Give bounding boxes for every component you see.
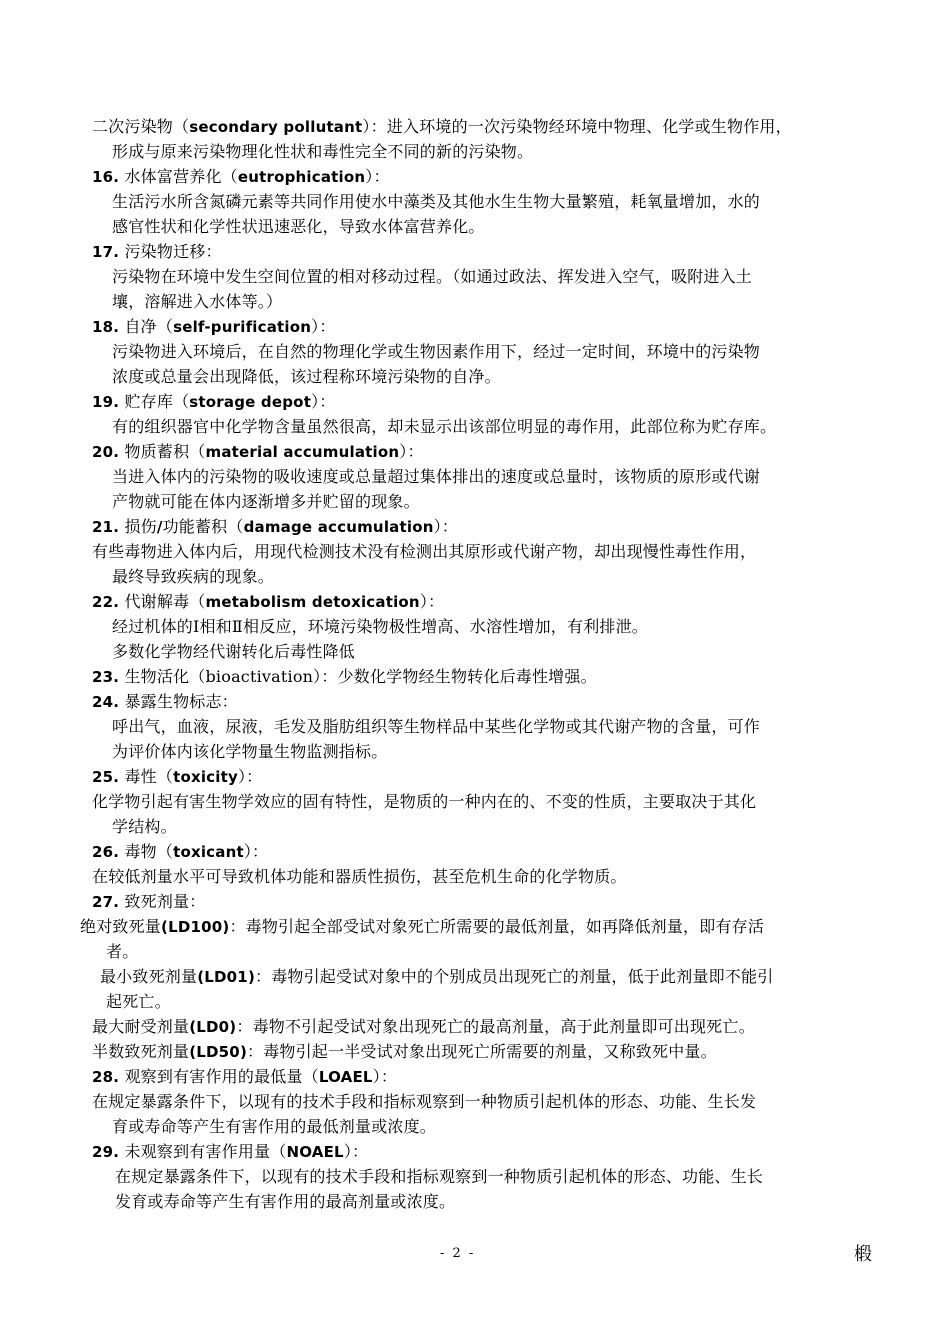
text-line [92, 865, 627, 889]
bold-term: 27. [92, 893, 120, 911]
text-segment: 污染物在环境中发生空间位置的相对移动过程。（如通过政法、挥发进入空气，吸附进入土 [112, 267, 753, 286]
bold-term: damage accumulation [243, 518, 434, 536]
text-segment: 学结构。 [112, 817, 177, 836]
text-segment: 最终导致疾病的现象。 [112, 567, 275, 586]
text-segment: ：毒物引起一半受试对象出现死亡所需要的剂量，又称致死中量。 [247, 1042, 717, 1061]
text-segment: 水体富营养化（ [119, 167, 238, 186]
text-line [92, 1090, 756, 1114]
text-line [106, 990, 171, 1014]
text-line [112, 215, 485, 239]
bold-term: eutrophication [237, 168, 366, 186]
text-segment: ）： [433, 517, 458, 536]
text-line [112, 615, 648, 639]
text-segment: 未观察到有害作用量（ [119, 1142, 287, 1161]
text-segment: 者。 [106, 942, 139, 961]
bold-term: material accumulation [205, 443, 400, 461]
text-line [92, 790, 756, 814]
text-segment: 二次污染物（ [92, 117, 190, 136]
text-line [112, 565, 274, 589]
text-line [92, 240, 222, 264]
text-line [92, 840, 268, 864]
text-segment: 浓度或总量会出现降低，该过程称环境污染物的自净。 [112, 367, 501, 386]
text-segment: 当进入体内的污染物的吸收速度或总量超过集体排出的速度或总量时，该物质的原形或代谢 [112, 467, 761, 486]
page-number: - 2 - [440, 1246, 476, 1261]
text-line [112, 465, 760, 489]
bold-term: toxicant [173, 843, 244, 861]
text-segment: 生活污水所含氮磷元素等共同作用使水中藻类及其他水生生物大量繁殖，耗氧量增加，水的 [112, 192, 761, 211]
text-line [92, 390, 335, 414]
text-segment: 在规定暴露条件下，以现有的技术手段和指标观察到一种物质引起机体的形态、功能、生长 [115, 1167, 764, 1186]
text-segment: 形成与原来污染物理化性状和毒性完全不同的新的污染物。 [112, 142, 534, 161]
text-segment: 绝对致死量 [80, 917, 162, 936]
text-line [92, 440, 424, 464]
text-segment: 化学物引起有害生物学效应的固有特性，是物质的一种内在的、不变的性质，主要取决于其化 [92, 792, 757, 811]
bold-term: metabolism detoxication [205, 593, 420, 611]
text-line [92, 1140, 368, 1164]
text-line [92, 765, 262, 789]
text-segment: 最小致死剂量 [100, 967, 198, 986]
text-segment: ：毒物引起全部受试对象死亡所需要的最低剂量，如再降低剂量，即有存活 [229, 917, 765, 936]
text-line [100, 965, 773, 989]
text-segment: ）： [399, 442, 424, 461]
bold-term: / [156, 518, 163, 536]
text-segment: 观察到有害作用的最低量（ [119, 1067, 319, 1086]
text-segment: 有些毒物进入体内后，用现代检测技术没有检测出其原形或代谢产物，却出现慢性毒性作用， [92, 542, 757, 561]
text-segment: ）：进入环境的一次污染物经环境中物理、化学或生物作用， [362, 117, 792, 136]
bold-term: (LD0) [189, 1018, 237, 1036]
text-segment: ）： [343, 1142, 369, 1161]
text-segment: 自净（ [119, 317, 174, 336]
text-line [92, 540, 756, 564]
text-line [112, 715, 760, 739]
text-line [92, 1040, 717, 1064]
text-line [92, 515, 458, 539]
text-segment: ）： [365, 167, 390, 186]
text-segment: 呼出气，血液，尿液，毛发及脂肪组织等生物样品中某些化学物或其代谢产物的含量，可作 [112, 717, 761, 736]
bold-term: 29. [92, 1143, 120, 1161]
bold-term: storage depot [189, 393, 312, 411]
text-segment: 半数致死剂量 [92, 1042, 190, 1061]
text-segment: 感官性状和化学性状迅速恶化，导致水体富营养化。 [112, 217, 485, 236]
text-segment: 经过机体的Ⅰ相和Ⅱ相反应，环境污染物极性增高、水溶性增加，有利排泄。 [112, 617, 648, 636]
text-segment: ）： [419, 592, 445, 611]
text-line [92, 890, 205, 914]
bold-term: 17. [92, 243, 120, 261]
text-line [112, 265, 752, 289]
text-segment: ）： [311, 392, 336, 411]
text-line [115, 1190, 455, 1214]
text-segment: ）： [311, 317, 336, 336]
text-segment: 在规定暴露条件下，以现有的技术手段和指标观察到一种物质引起机体的形态、功能、生长发 [92, 1092, 757, 1111]
text-line [92, 315, 336, 339]
text-segment: 有的组织器官中化学物含量虽然很高，却未显示出该部位明显的毒作用，此部位称为贮存库。 [112, 417, 777, 436]
text-segment: 毒性（ [119, 767, 174, 786]
text-line [112, 415, 776, 439]
bold-term: 20. [92, 443, 120, 461]
text-segment: 污染物迁移： [119, 242, 222, 261]
text-line [92, 590, 444, 614]
bold-term: 23. [92, 668, 120, 686]
bold-term: (LD100) [161, 918, 230, 936]
text-segment: 最大耐受剂量 [92, 1017, 190, 1036]
text-line [112, 140, 533, 164]
text-segment: 物质蓄积（ [119, 442, 206, 461]
text-line [92, 665, 597, 689]
text-line [112, 640, 355, 664]
text-line [112, 815, 177, 839]
text-segment: ）： [372, 1067, 398, 1086]
text-segment: 毒物（ [119, 842, 174, 861]
bold-term: 25. [92, 768, 120, 786]
bold-term: 16. [92, 168, 120, 186]
bold-term: 24. [92, 693, 120, 711]
text-line [92, 1015, 755, 1039]
bold-term: 22. [92, 593, 120, 611]
bold-term: self-purification [173, 318, 312, 336]
bold-term: 18. [92, 318, 120, 336]
text-segment: 起死亡。 [106, 992, 171, 1011]
text-segment: 代谢解毒（ [119, 592, 206, 611]
text-segment: ：毒物引起受试对象中的个别成员出现死亡的剂量，低于此剂量即不能引 [255, 967, 774, 986]
corner-character: 椴 [854, 1244, 872, 1265]
text-line [92, 115, 792, 139]
text-segment: 为评价体内该化学物量生物监测指标。 [112, 742, 388, 761]
text-segment: ）： [243, 842, 269, 861]
text-line [112, 365, 501, 389]
text-segment: 致死剂量： [119, 892, 206, 911]
text-segment: 在较低剂量水平可导致机体功能和器质性损伤，甚至危机生命的化学物质。 [92, 867, 627, 886]
text-segment: 产物就可能在体内逐渐增多并贮留的现象。 [112, 492, 420, 511]
bold-term: 19. [92, 393, 120, 411]
text-segment: ）： [237, 767, 263, 786]
text-line [80, 915, 764, 939]
bold-term: NOAEL [286, 1143, 344, 1161]
bold-term: (LD50) [189, 1043, 247, 1061]
text-segment: 壤，溶解进入水体等。） [112, 292, 283, 311]
text-line [106, 940, 138, 964]
text-segment: 多数化学物经代谢转化后毒性降低 [112, 642, 356, 661]
text-line [112, 1115, 436, 1139]
text-segment: 贮存库（ [119, 392, 190, 411]
text-segment: 损伤 [119, 517, 157, 536]
text-segment: 功能蓄积（ [162, 517, 244, 536]
text-line [112, 740, 387, 764]
text-segment: 污染物进入环境后，在自然的物理化学或生物因素作用下，经过一定时间，环境中的污染物 [112, 342, 761, 361]
bold-term: 26. [92, 843, 120, 861]
text-segment: 育或寿命等产生有害作用的最低剂量或浓度。 [112, 1117, 437, 1136]
text-line [92, 165, 390, 189]
text-line [92, 1065, 397, 1089]
text-line [115, 1165, 763, 1189]
bold-term: secondary pollutant [189, 118, 363, 136]
text-segment: 暴露生物标志： [119, 692, 238, 711]
text-segment: 发育或寿命等产生有害作用的最高剂量或浓度。 [115, 1192, 456, 1211]
text-line [92, 690, 238, 714]
bold-term: 28. [92, 1068, 120, 1086]
text-line [112, 190, 760, 214]
text-line [112, 490, 420, 514]
text-segment: ：毒物不引起受试对象出现死亡的最高剂量，高于此剂量即可出现死亡。 [236, 1017, 755, 1036]
bold-term: LOAEL [318, 1068, 373, 1086]
bold-term: (LD01) [197, 968, 255, 986]
text-line [112, 290, 282, 314]
text-segment: 生物活化（bioactivation）：少数化学物经生物转化后毒性增强。 [119, 667, 597, 686]
text-line [112, 340, 760, 364]
bold-term: toxicity [173, 768, 238, 786]
bold-term: 21. [92, 518, 120, 536]
